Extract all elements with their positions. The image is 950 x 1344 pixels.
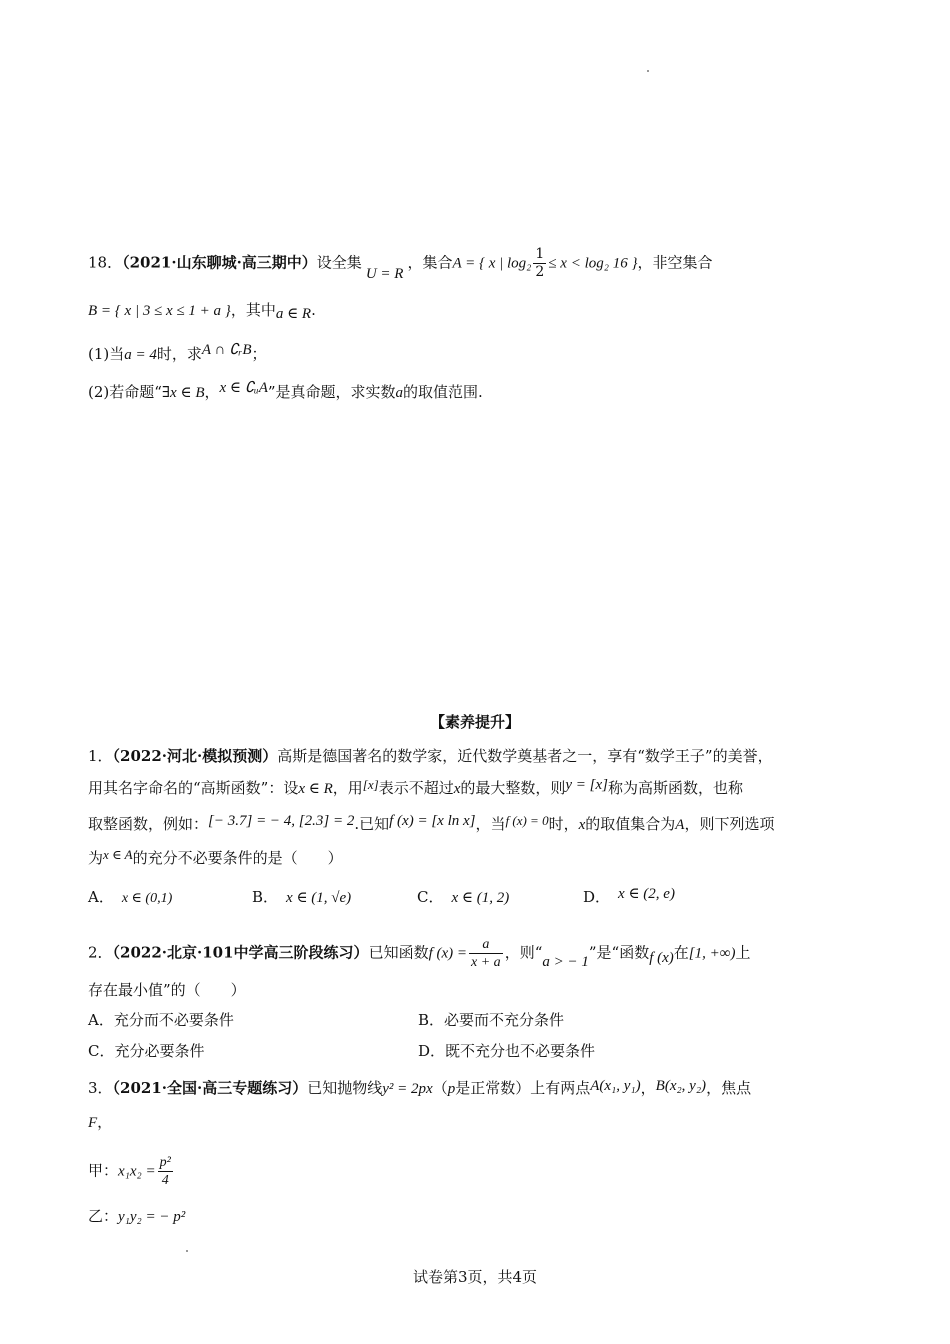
option-c[interactable]	[88, 1039, 205, 1063]
p1-text: 时，	[548, 815, 579, 833]
p2-line2: 存在最小值”的（ ）	[88, 981, 246, 999]
math-set-a: A	[675, 817, 685, 833]
p3-text: 已知抛物线	[307, 1079, 383, 1097]
option-label: C．	[88, 1042, 115, 1060]
p2-text: ，则“	[504, 943, 543, 962]
section-title: 【素养提升】	[429, 713, 520, 731]
p3-text: ，	[640, 1079, 656, 1097]
frac-num: a	[469, 936, 503, 954]
question-source: （2021·山东聊城·高三期中）	[122, 253, 317, 272]
math-a-eq-4: a = 4	[124, 347, 157, 363]
p1-text: ，则下列选项	[684, 815, 775, 833]
option-b[interactable]	[418, 1008, 564, 1032]
p1-text: 的最大整数，则	[460, 779, 566, 797]
math-set-a: A = { x | log₂	[452, 255, 532, 272]
math-parabola: y² = 2px	[382, 1081, 433, 1097]
math-gauss-function: y = [x]	[565, 777, 609, 793]
math-product-y: y₁y₂ = − p²	[118, 1209, 186, 1225]
option-a[interactable]	[88, 1008, 234, 1032]
option-math: x ∈ (2, e)	[618, 886, 675, 902]
math-universal-set: U = R	[365, 265, 404, 282]
math-x: x	[453, 781, 461, 797]
option-math: x ∈ (1, 2)	[451, 890, 510, 906]
part1-text: 时，求	[156, 345, 202, 363]
q18-text: 设全集	[316, 253, 362, 272]
frac-num: 1	[535, 246, 545, 262]
question-number: 3．	[88, 1079, 113, 1097]
p1-line3	[88, 812, 774, 837]
math-set-b: B = { x | 3 ≤ x ≤ 1 + a }	[88, 303, 231, 319]
q18-line2	[88, 298, 316, 323]
math-focus: F	[88, 1115, 98, 1131]
frac-den: 2	[535, 264, 545, 280]
math-exists: ∃x ∈ B	[161, 385, 205, 401]
question-number: 1．	[88, 747, 113, 765]
option-d[interactable]	[583, 885, 675, 910]
fraction-p2-over-4	[158, 1154, 173, 1189]
part2-text: 的取值范围.	[403, 383, 483, 401]
p3-line2	[88, 1110, 112, 1135]
p1-text: 表示不超过	[378, 779, 454, 797]
q18-text: ，集合	[407, 253, 453, 272]
math-set-a-end: ≤ x < log₂ 16 }	[548, 255, 638, 272]
statement-label: 乙：	[88, 1207, 119, 1225]
math-p: p	[447, 1081, 456, 1097]
question-source: （2022·北京·101中学高三阶段练习）	[112, 943, 369, 962]
q18-line1	[88, 246, 712, 281]
question-source: （2021·全国·高三专题练习）	[112, 1079, 308, 1097]
p2-text: 已知函数	[368, 943, 429, 962]
p3-text: （	[432, 1079, 448, 1097]
math-product-x: x₁x₂ =	[118, 1163, 156, 1180]
p1-line1	[88, 744, 773, 768]
page-footer: 试卷第3页，共4页	[412, 1268, 538, 1286]
option-math: x ∈ (0,1)	[121, 891, 173, 906]
p2-text: ”是“函数	[588, 943, 650, 962]
p1-text: 用其名字命名的“高斯函数”：设	[88, 779, 299, 797]
p1-text: 的充分不必要条件的是（ ）	[132, 849, 343, 867]
p3-text: ，	[97, 1113, 113, 1131]
part2-text: ”是真命题，求实数	[267, 383, 396, 401]
q18-text: ，其中	[230, 301, 276, 319]
p1-text: ，当	[475, 815, 506, 833]
frac-den: 4	[161, 1173, 169, 1188]
math-x-in-a: x ∈ A	[103, 847, 133, 862]
part1-prefix: (1)当	[88, 345, 125, 363]
math-a-real: a ∈ R	[275, 306, 312, 322]
option-text: 充分而不必要条件	[113, 1011, 234, 1029]
question-number: 2．	[88, 943, 113, 962]
math-interval: [1, +∞)	[688, 945, 736, 962]
p1-text: 的取值集合为	[585, 815, 676, 833]
question-source: （2022·河北·模拟预测）	[112, 747, 278, 765]
p1-text: ，用	[332, 779, 363, 797]
statement-label: 甲：	[88, 1161, 119, 1180]
frac-den: x + a	[471, 955, 501, 970]
p3-jia	[88, 1154, 175, 1189]
part1-text: ；	[251, 345, 267, 363]
p2-text: 上	[735, 943, 751, 962]
math-x: x	[578, 817, 586, 833]
math-var-a: a	[395, 385, 404, 401]
p3-yi	[88, 1204, 185, 1229]
p3-text: 是正常数）上有两点	[455, 1079, 591, 1097]
option-label: B．	[418, 1011, 445, 1029]
option-c[interactable]	[417, 885, 509, 910]
p1-text: 高斯是德国著名的数学家，近代数学奠基者之一，享有“数学王子”的美誉，	[277, 747, 773, 765]
option-label: A．	[88, 1011, 114, 1029]
q18-part1	[88, 342, 267, 367]
option-label: D．	[418, 1042, 446, 1060]
p1-text: 称为高斯函数，也称	[608, 779, 744, 797]
page-mark	[647, 70, 649, 72]
option-label: C．	[417, 888, 444, 906]
p3-text: ，焦点	[706, 1079, 752, 1097]
math-f-def: f (x) =	[428, 945, 468, 962]
part2-text: ，	[204, 383, 220, 401]
option-label: B．	[252, 888, 279, 906]
p2-line1	[88, 936, 750, 971]
math-x-real: x ∈ R	[298, 781, 333, 797]
math-point-a: A(x₁, y₁)	[590, 1078, 641, 1094]
option-text: 充分必要条件	[114, 1042, 205, 1060]
math-f-zero: f (x) = 0	[505, 813, 549, 828]
math-f: f (x)	[649, 949, 674, 966]
fraction-a-over-x-plus-a	[469, 936, 503, 971]
p1-line2	[88, 776, 743, 801]
p1-line4	[88, 846, 343, 871]
q18-text: ，非空集合	[637, 253, 713, 272]
math-f-def: f (x) = [x ln x]	[389, 813, 476, 829]
option-text: 必要而不充分条件	[444, 1011, 565, 1029]
option-b[interactable]	[252, 885, 351, 910]
frac-num: p²	[159, 1155, 171, 1170]
math-floor-x: [x]	[362, 777, 379, 792]
option-label: A．	[88, 888, 114, 906]
p1-text: 取整函数，例如：	[88, 815, 209, 833]
p3-line1	[88, 1076, 751, 1101]
math-point-b: B(x₂, y₂)	[655, 1078, 707, 1094]
math-complement: x ∈ ∁ᵤA	[219, 380, 268, 396]
option-text: 既不充分也不必要条件	[445, 1042, 596, 1060]
math-intersection: A ∩ ∁ᵣB	[201, 342, 252, 358]
math-condition: a > − 1	[542, 953, 589, 970]
p2-text: 在	[673, 943, 689, 962]
q18-part2	[88, 380, 483, 405]
fraction-half	[533, 246, 546, 281]
math-examples: [− 3.7] = − 4, [2.3] = 2	[208, 813, 355, 829]
option-a[interactable]	[88, 885, 172, 911]
option-label: D．	[583, 888, 611, 906]
option-d[interactable]	[418, 1039, 595, 1063]
question-number: 18．	[88, 253, 123, 272]
q18-text: .	[311, 301, 316, 319]
p1-text: .已知	[354, 815, 390, 833]
part2-prefix: (2)若命题“	[88, 383, 162, 401]
option-math: x ∈ (1, √e)	[286, 890, 352, 906]
p1-text: 为	[88, 849, 104, 867]
page-mark	[186, 1250, 188, 1252]
